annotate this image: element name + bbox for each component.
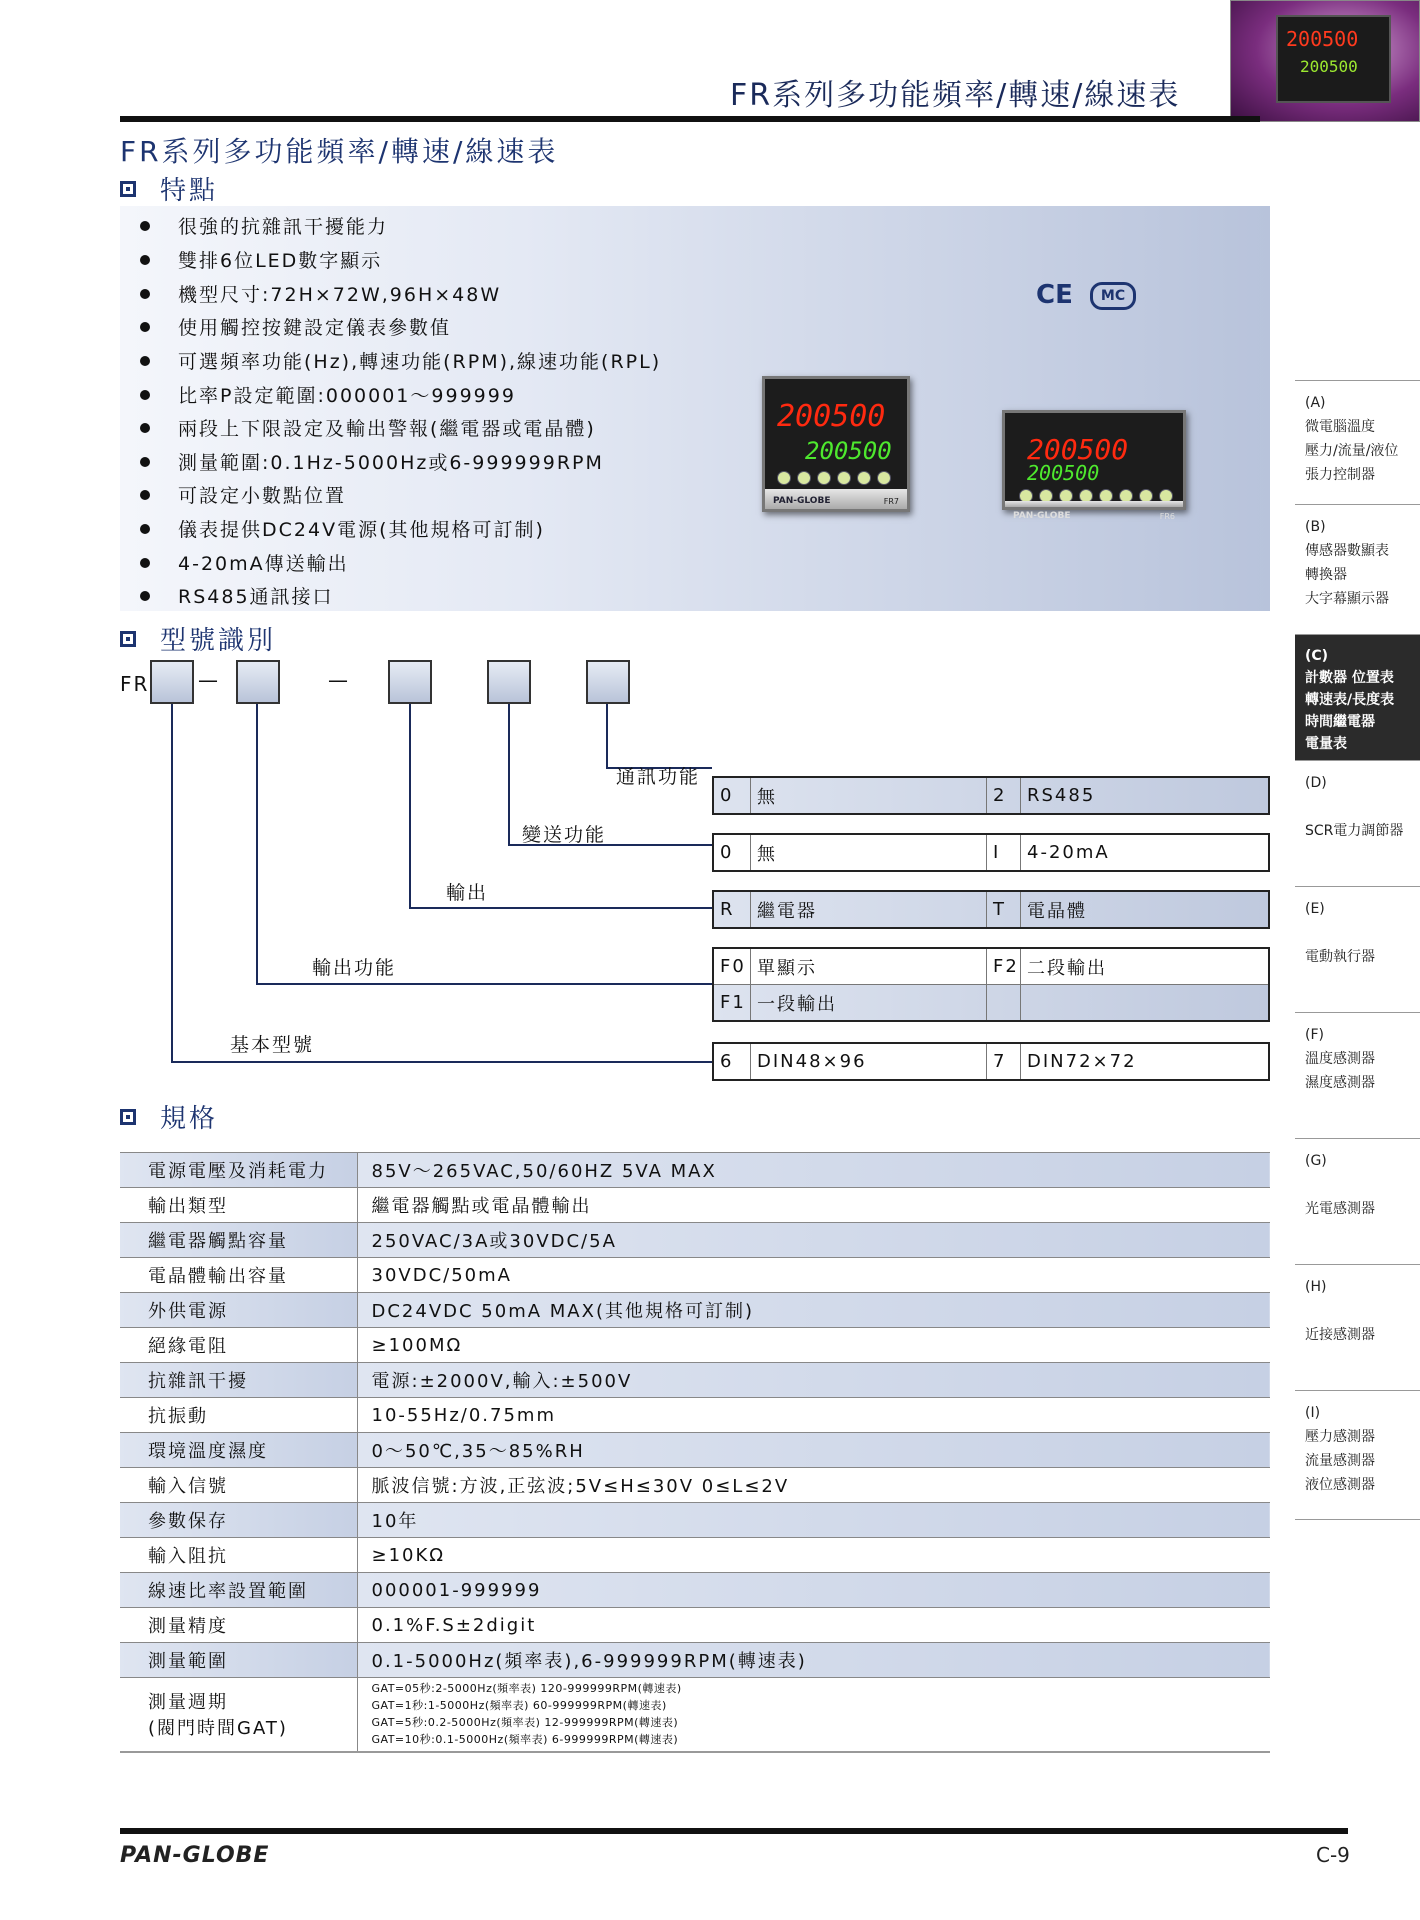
model-dash: — [198,668,218,692]
spec-row [120,1328,1270,1363]
connector-line [256,704,258,984]
option-row [714,949,1268,984]
spec-row [120,1468,1270,1503]
sidebar-line: 微電腦溫度 [1305,419,1375,435]
feature-text: 雙排6位LED數字顯示 [178,250,383,272]
option-code: 0 [720,842,734,863]
spec-row [120,1608,1270,1643]
meter-model: FR7 [883,497,899,506]
feature-text: 比率P設定範圍:000001～999999 [178,385,516,407]
model-code-box-function [236,660,280,704]
feature-text: 可設定小數點位置 [178,485,347,507]
sidebar-item-c[interactable] [1295,634,1420,760]
spec-row [120,1258,1270,1293]
sidebar-line: SCR電力調節器 [1305,823,1404,839]
section-square-icon [120,631,136,647]
sidebar-item-i[interactable] [1295,1390,1420,1520]
sidebar-code: (D) [1305,775,1327,791]
sidebar-line: 電量表 [1305,736,1347,752]
header-title: FR系列多功能頻率/轉速/線速表 [730,78,1181,113]
bullet-icon [140,524,150,534]
feature-text: 儀表提供DC24V電源(其他規格可訂制) [178,519,545,541]
sidebar-line: 壓力感測器 [1305,1429,1375,1445]
spec-key: 線速比率設置範圍 [120,1573,357,1608]
spec-row [120,1153,1270,1188]
mc-mark-icon: MC [1090,282,1136,310]
connector-line [171,1061,712,1063]
gat-label-sub: (閥門時間GAT) [148,1718,288,1740]
spec-row [120,1398,1270,1433]
spec-key: 抗雜訊干擾 [120,1363,357,1398]
spec-row [120,1293,1270,1328]
sidebar-item-h[interactable] [1295,1264,1420,1390]
sidebar-code: (G) [1305,1153,1327,1169]
spec-row-gat [120,1678,1270,1752]
feature-item [140,582,334,609]
gat-line: GAT=5秒:0.2-5000Hz(頻率表) 12-999999RPM(轉速表) [371,1716,679,1730]
spec-key: 輸入信號 [120,1468,357,1503]
option-code: 6 [720,1051,734,1072]
sidebar-code: (H) [1305,1279,1327,1295]
model-dash: — [328,668,348,692]
sidebar-line: 轉速表/長度表 [1305,692,1395,708]
model-code-box-comm [586,660,630,704]
footer-brand-logo: PAN-GLOBE [120,1843,270,1868]
feature-text: 可選頻率功能(Hz),轉速功能(RPM),線速功能(RPL) [178,351,662,373]
spec-key: 繼電器觸點容量 [120,1223,357,1258]
sidebar-item-g[interactable] [1295,1138,1420,1264]
model-code-box-output [388,660,432,704]
spec-key [120,1678,357,1752]
sidebar-line: 大字幕顯示器 [1305,591,1389,607]
option-row [714,984,1268,1020]
connector-line [508,704,510,845]
spec-row [120,1433,1270,1468]
feature-item [140,414,596,441]
feature-item [140,212,388,239]
features-heading-text: 特點 [160,176,219,206]
meter-led-row1: 200500 [1027,433,1129,466]
sidebar-line: 轉換器 [1305,567,1347,583]
spec-row [120,1503,1270,1538]
sidebar-line: 傳感器數顯表 [1305,543,1389,559]
bullet-icon [140,591,150,601]
footer-divider [120,1828,1348,1834]
thumbnail-meter-display [1276,15,1391,103]
section-square-icon [120,1109,136,1125]
ce-mark-icon: CE [1036,280,1073,310]
option-code: F1 [720,992,746,1013]
sidebar-code: (E) [1305,901,1325,917]
bullet-icon [140,221,150,231]
spec-row [120,1188,1270,1223]
option-table-transmit [712,833,1270,872]
sidebar-code: (F) [1305,1027,1324,1043]
bullet-icon [140,289,150,299]
spec-key: 測量精度 [120,1608,357,1643]
connector-line [409,704,411,908]
model-code-box-transmit [487,660,531,704]
sidebar-code: (B) [1305,519,1326,535]
option-label-comm: 通訊功能 [616,766,701,788]
bullet-icon [140,322,150,332]
option-code: 7 [986,1044,1020,1079]
sidebar-line: 時間繼電器 [1305,714,1375,730]
feature-text: 4-20mA傳送輸出 [178,553,349,575]
option-desc: 電晶體 [1020,892,1268,927]
option-desc [1020,985,1268,1020]
option-code: R [720,899,735,920]
meter-keypad [777,471,891,485]
spec-key: 外供電源 [120,1293,357,1328]
option-desc: 無 [750,778,986,813]
meter-model: FR6 [1159,512,1175,521]
feature-text: 使用觸控按鍵設定儀表參數值 [178,317,452,339]
feature-item [140,381,516,408]
specs-table [120,1152,1270,1753]
spec-key: 抗振動 [120,1398,357,1433]
gat-label: 測量週期 [148,1692,228,1714]
meter-faceplate [765,489,907,509]
option-desc: 一段輸出 [750,985,986,1020]
option-table-comm [712,776,1270,815]
gat-line: GAT=05秒:2-5000Hz(頻率表) 120-999999RPM(轉速表) [371,1682,682,1696]
option-row [714,835,1268,870]
spec-value: 0.1%F.S±2digit [357,1608,1270,1643]
sidebar-item-a[interactable] [1295,380,1420,504]
option-label-output: 輸出 [446,882,489,904]
spec-value: 000001-999999 [357,1573,1270,1608]
option-row [714,892,1268,927]
spec-value: 85V～265VAC,50/60HZ 5VA MAX [357,1153,1270,1188]
feature-item [140,549,349,576]
sidebar-line [1305,795,1420,819]
meter-led-row1: 200500 [777,399,886,434]
option-table-basic [712,1042,1270,1081]
sidebar-line: 近接感測器 [1305,1327,1375,1343]
option-code: F0 [720,956,746,977]
model-prefix: FR [120,672,150,696]
connector-line [171,704,173,1062]
spec-value: ≥100MΩ [357,1328,1270,1363]
connector-line [606,704,608,768]
spec-row [120,1573,1270,1608]
spec-key: 參數保存 [120,1503,357,1538]
meter-brand: PAN-GLOBE [773,496,831,506]
sidebar-code: (I) [1305,1405,1321,1421]
spec-row [120,1363,1270,1398]
option-code: T [986,892,1020,927]
meter-brand: PAN-GLOBE [1013,511,1071,521]
spec-value: 30VDC/50mA [357,1258,1270,1293]
bullet-icon [140,457,150,467]
option-desc: 單顯示 [750,949,986,984]
sidebar-code: (C) [1305,648,1329,664]
spec-value [357,1678,1270,1752]
spec-value: 250VAC/3A或30VDC/5A [357,1223,1270,1258]
thumbnail-led-row1: 200500 [1286,27,1359,51]
feature-item [140,280,501,307]
sidebar-code: (A) [1305,395,1326,411]
option-desc: 繼電器 [750,892,986,927]
feature-text: 測量範圍:0.1Hz-5000Hz或6-999999RPM [178,452,604,474]
bullet-icon [140,490,150,500]
spec-value: 10年 [357,1503,1270,1538]
sidebar-line: 流量感測器 [1305,1453,1375,1469]
sidebar-line: 液位感測器 [1305,1477,1375,1493]
option-code: 2 [986,778,1020,813]
sidebar-line [1305,1173,1420,1197]
sidebar-line: 計數器 位置表 [1305,670,1394,686]
feature-text: RS485通訊接口 [178,586,334,608]
header-product-thumbnail [1230,0,1420,122]
sidebar-item-e[interactable] [1295,886,1420,1012]
features-heading [120,170,218,207]
feature-item [140,515,545,542]
model-code-box-basic [150,660,194,704]
bullet-icon [140,255,150,265]
sidebar-item-d[interactable] [1295,760,1420,886]
spec-value: 0～50℃,35～85%RH [357,1433,1270,1468]
sidebar-item-b[interactable] [1295,504,1420,634]
spec-key: 輸出類型 [120,1188,357,1223]
bullet-icon [140,356,150,366]
model-heading-text: 型號識別 [160,626,277,656]
option-label-basic: 基本型號 [230,1034,315,1056]
section-square-icon [120,181,136,197]
option-row [714,1044,1268,1079]
sidebar-line [1305,921,1420,945]
sidebar-line [1305,1299,1420,1323]
feature-item [140,246,382,273]
category-sidebar [1295,380,1420,1520]
option-code: F2 [986,949,1020,984]
spec-row [120,1643,1270,1678]
meter-led-row2: 200500 [1027,461,1100,485]
specs-heading [120,1098,218,1135]
spec-key: 輸入阻抗 [120,1538,357,1573]
spec-value: 繼電器觸點或電晶體輸出 [357,1188,1270,1223]
spec-value: ≥10KΩ [357,1538,1270,1573]
spec-value: DC24VDC 50mA MAX(其他規格可訂制) [357,1293,1270,1328]
header-divider [120,116,1260,122]
sidebar-line: 電動執行器 [1305,949,1375,965]
option-table-output [712,890,1270,929]
option-row [714,778,1268,813]
spec-value: 脈波信號:方波,正弦波;5V≤H≤30V 0≤L≤2V [357,1468,1270,1503]
option-table-function [712,947,1270,1022]
spec-value: 10-55Hz/0.75mm [357,1398,1270,1433]
bullet-icon [140,390,150,400]
connector-line [409,907,712,909]
option-desc: 無 [750,835,986,870]
connector-line [256,983,712,985]
model-heading [120,620,276,657]
gat-line: GAT=1秒:1-5000Hz(頻率表) 60-999999RPM(轉速表) [371,1699,667,1713]
spec-key: 環境溫度濕度 [120,1433,357,1468]
feature-item [140,481,346,508]
meter-fr7-image [762,376,910,512]
spec-row [120,1223,1270,1258]
meter-led-row2: 200500 [805,437,892,465]
sidebar-line: 溫度感測器 [1305,1051,1375,1067]
option-code: I [986,835,1020,870]
specs-heading-text: 規格 [160,1104,219,1134]
feature-item [140,448,604,475]
sidebar-item-f[interactable] [1295,1012,1420,1138]
option-code [986,985,1020,1020]
spec-key: 電晶體輸出容量 [120,1258,357,1293]
option-desc: 二段輸出 [1020,949,1268,984]
spec-key: 絕緣電阻 [120,1328,357,1363]
feature-item [140,313,451,340]
sidebar-line: 濕度感測器 [1305,1075,1375,1091]
spec-key: 測量範圍 [120,1643,357,1678]
spec-row [120,1538,1270,1573]
spec-key: 電源電壓及消耗電力 [120,1153,357,1188]
sidebar-line: 壓力/流量/液位 [1305,443,1399,459]
feature-text: 兩段上下限設定及輸出警報(繼電器或電晶體) [178,418,596,440]
option-desc: DIN72×72 [1020,1044,1268,1079]
spec-value: 0.1-5000Hz(頻率表),6-999999RPM(轉速表) [357,1643,1270,1678]
page-number: C-9 [1316,1843,1350,1867]
bullet-icon [140,423,150,433]
option-desc: 4-20mA [1020,835,1268,870]
option-label-transmit: 變送功能 [522,824,607,846]
spec-value: 電源:±2000V,輸入:±500V [357,1363,1270,1398]
feature-text: 很強的抗雜訊干擾能力 [178,216,389,238]
sidebar-line: 張力控制器 [1305,467,1375,483]
page-title: FR系列多功能頻率/轉速/線速表 [120,135,559,168]
sidebar-line: 光電感測器 [1305,1201,1375,1217]
meter-fr6-image [1002,410,1186,521]
meter-faceplate [1005,501,1183,507]
option-code: 0 [720,785,734,806]
feature-item [140,347,661,374]
bullet-icon [140,558,150,568]
option-desc: RS485 [1020,778,1268,813]
thumbnail-led-row2: 200500 [1300,57,1358,76]
feature-text: 機型尺寸:72H×72W,96H×48W [178,284,502,306]
option-desc: DIN48×96 [750,1044,986,1079]
option-label-function: 輸出功能 [312,957,397,979]
gat-line: GAT=10秒:0.1-5000Hz(頻率表) 6-999999RPM(轉速表) [371,1733,679,1747]
